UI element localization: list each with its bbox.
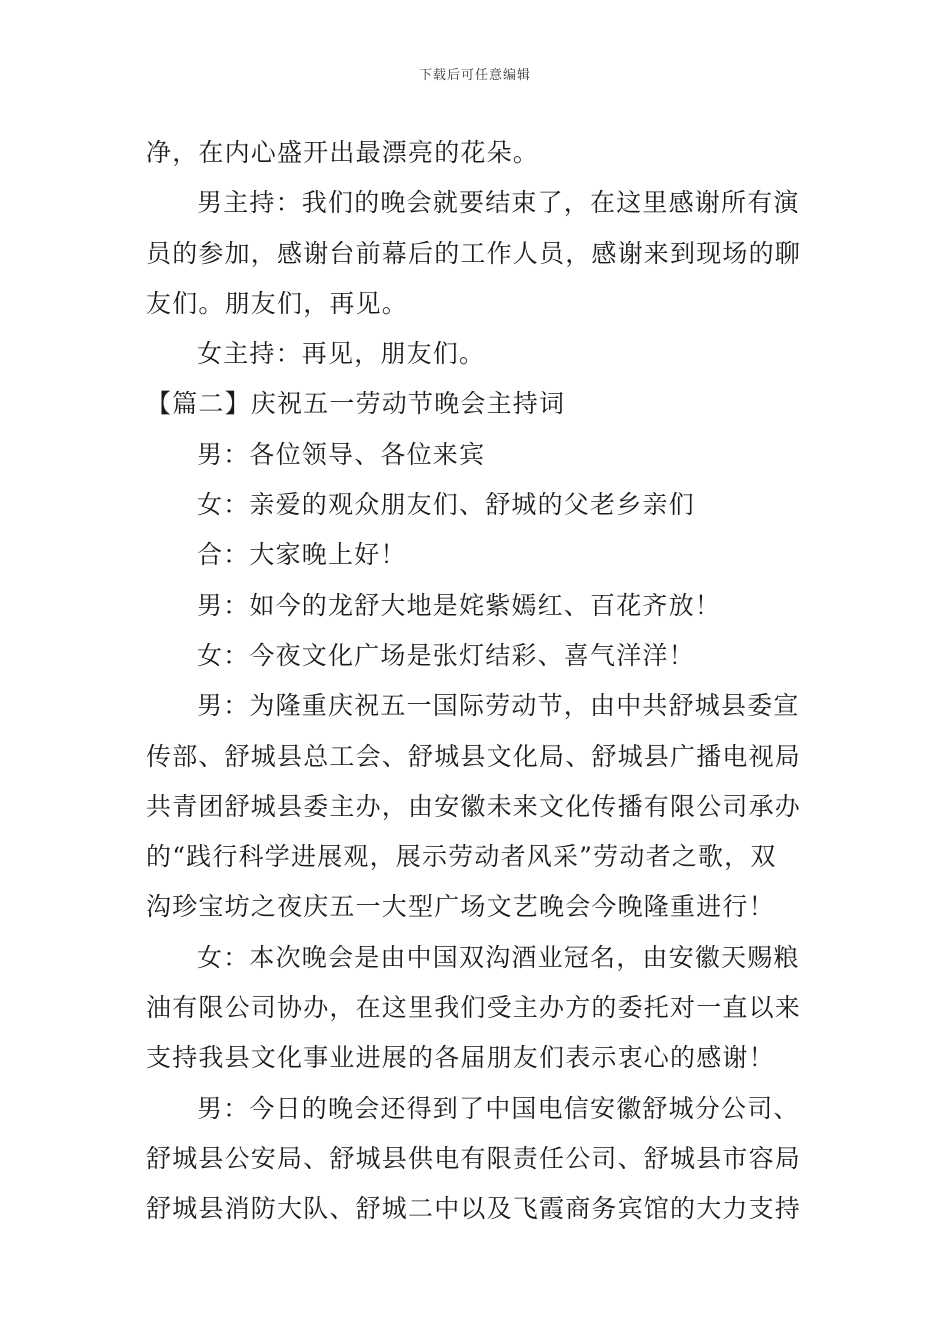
text-line: 油有限公司协办，在这里我们受主办方的委托对一直以来	[146, 993, 802, 1023]
text-line: 女主持：再见，朋友们。	[197, 339, 486, 369]
text-line: 男：如今的龙舒大地是姹紫嫣红、百花齐放！	[197, 590, 722, 620]
text-line: 传部、舒城县总工会、舒城县文化局、舒城县广播电视局	[146, 741, 802, 771]
text-line: 共青团舒城县委主办，由安徽未来文化传播有限公司承办	[146, 791, 802, 821]
text-line: 沟珍宝坊之夜庆五一大型广场文艺晚会今晚隆重进行！	[146, 892, 775, 922]
document-body	[146, 128, 806, 1235]
text-line: 的“践行科学进展观，展示劳动者风采”劳动者之歌，双	[146, 842, 777, 872]
text-line: 男：今日的晚会还得到了中国电信安徽舒城分公司、	[197, 1093, 800, 1123]
text-line: 女：今夜文化广场是张灯结彩、喜气洋洋！	[197, 640, 695, 670]
text-line: 净，在内心盛开出最漂亮的花朵。	[146, 138, 540, 167]
text-line: 支持我县文化事业进展的各届朋友们表示衷心的感谢！	[146, 1043, 775, 1073]
page-header: 下载后可任意编辑	[418, 68, 531, 83]
text-line: 男：各位领导、各位来宾	[197, 439, 486, 469]
text-line: 舒城县消防大队、舒城二中以及飞霞商务宾馆的大力支持	[146, 1194, 802, 1224]
text-line: 合：大家晚上好！	[197, 540, 407, 570]
text-line: 女：本次晚会是由中国双沟酒业冠名，由安徽天赐粮	[197, 942, 800, 972]
text-line: 舒城县公安局、舒城县供电有限责任公司、舒城县市容局	[146, 1143, 802, 1173]
text-line: 女：亲爱的观众朋友们、舒城的父老乡亲们	[197, 490, 695, 520]
text-line: 员的参加，感谢台前幕后的工作人员，感谢来到现场的聊	[146, 238, 802, 268]
text-line: 男：为隆重庆祝五一国际劳动节，由中共舒城县委宣	[197, 691, 800, 721]
text-line: 【篇二】庆祝五一劳动节晚会主持词	[146, 389, 566, 419]
text-line: 男主持：我们的晚会就要结束了，在这里感谢所有演	[197, 188, 800, 218]
text-line: 友们。朋友们，再见。	[146, 288, 409, 318]
